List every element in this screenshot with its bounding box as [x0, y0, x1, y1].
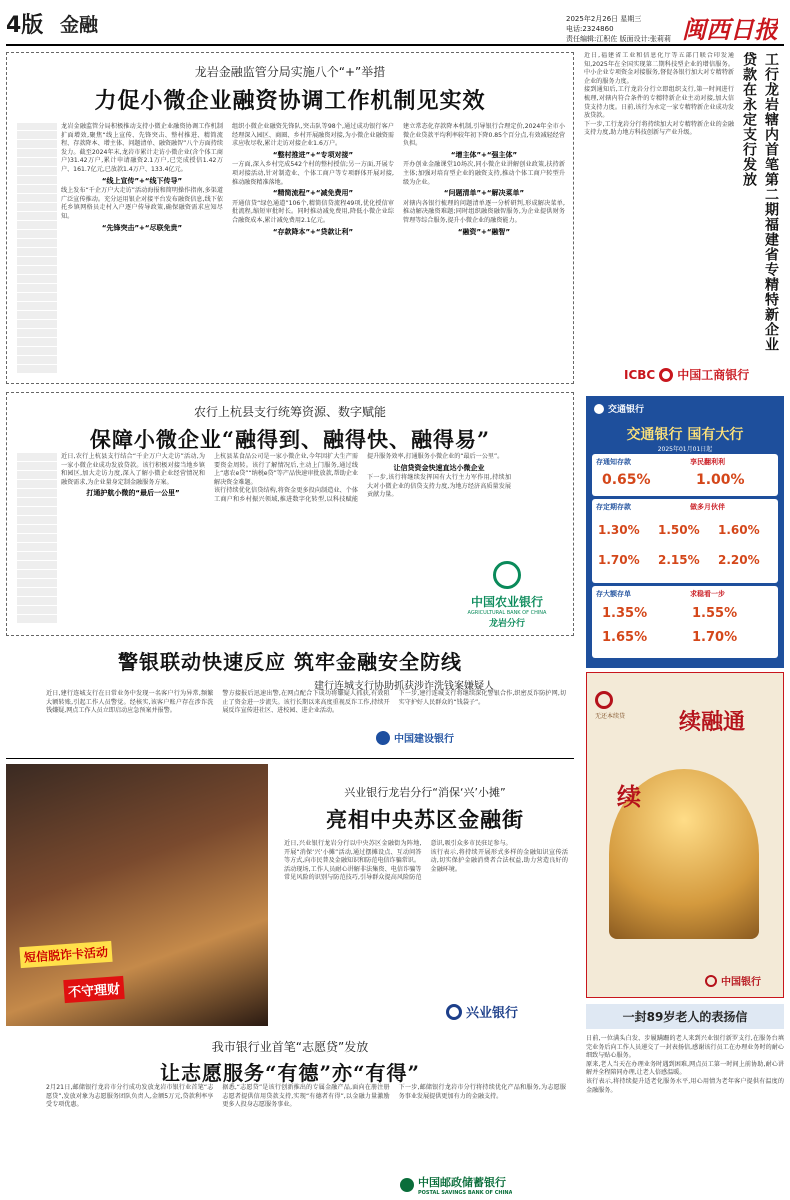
- article1-headline: 力促小微企业融资协调工作机制见实效: [94, 88, 486, 114]
- bocom-rate-value: 1.70%: [598, 553, 640, 567]
- bocom-panel-sub: 做多月伙伴: [690, 503, 725, 511]
- article1-subhead: “整村推进”+“专项对接”: [272, 150, 354, 159]
- icbc-logo-block: [624, 366, 749, 383]
- cib-logo-icon: [446, 1004, 462, 1020]
- bocom-panel-notice: [592, 454, 778, 496]
- bocom-rate-value: 1.35%: [602, 606, 648, 621]
- psbc-bank-name: 中国邮政储蓄银行: [418, 1176, 506, 1189]
- article1-paragraph: 开办创业金融课堂10场次,同小微企业讲解创业政策,扶持新主体;加强对培育型企业的融资支持,推动个体工商户转型升级为企业。: [403, 161, 565, 186]
- icbc-bank-name: 中国工商银行: [677, 368, 750, 382]
- boc-bank-name: 中国银行: [721, 977, 761, 988]
- psbc-logo-icon: [400, 1178, 414, 1192]
- article5-kicker: 我市银行业首笔“志愿贷”发放: [211, 1040, 369, 1054]
- article2-headline: 保障小微企业“融得到、融得快、融得易”: [89, 427, 491, 452]
- article2-subhead: 让信贷资金快速直达小微企业: [393, 463, 485, 472]
- bocom-rate-value: 1.70%: [692, 630, 738, 645]
- psbc-bank-english: POSTAL SAVINGS BANK OF CHINA: [418, 1190, 513, 1196]
- article2-paragraph: 近日,农行上杭县支行结合“千企万户大走访”活动,为一家小微企业成功发放贷款。该行积极对接当地乡镇和园区,加大走访力度,深入了解小微企业经营情况和融资需求,为企业量身定制金融服务方案。: [61, 453, 205, 486]
- boc-logo-mark: [705, 975, 717, 987]
- editor-line: 责任编辑:江积佐 版面设计:张莉莉: [566, 35, 671, 43]
- cib-logo-block: [446, 1002, 518, 1021]
- bocom-panel-sub: 求稳看一步: [690, 590, 725, 598]
- ccb-bank-name: 中国建设银行: [394, 734, 454, 745]
- icbc-paragraph: 近日,福建省工业和信息化厅等五部门联合印发通知,2025年在全国实现第二期科技型企业的增信服务。中小企业专项资金对接服务,督促各银行加大对专精特新企业的服务力度。: [584, 52, 734, 85]
- article-cib-finance-street: [6, 764, 574, 1028]
- icbc-paragraph: 下一步,工行龙岩分行将持续加大对专精特新企业的金融支持力度,助力地方科技创新与产业升级。: [584, 120, 734, 137]
- bocom-rate-value: 1.55%: [692, 606, 738, 621]
- bocom-slogan: 交通银行 国有大行: [626, 427, 744, 443]
- article1-left-column: [17, 123, 57, 373]
- boc-logo-block: [705, 973, 761, 988]
- bocom-rate-value: 0.65%: [602, 472, 651, 488]
- article4-paragraph: 该行表示,将持续开展形式多样的金融知识宣传活动,切实保护金融消费者合法权益,助力营造良好的金融环境。: [430, 848, 568, 873]
- article5-paragraph: 据悉,“志愿贷”是该行创新推出的专属金融产品,面向在册注册志愿者提供信用贷款支持,实现“有德者有得”,以金融力量激励更多人投身志愿服务事业。: [222, 1084, 390, 1109]
- article3-subline: 建行连城支行协助抓获涉诈洗钱案嫌疑人: [314, 681, 494, 692]
- article2-paragraph: 上杭县某食品公司是一家小微企业,今年因扩大生产需要资金周转。该行了解情况后,主动上门服务,通过线上“惠农e贷”“纳税e贷”等产品快速审批放款,帮助企业解决资金难题。: [214, 453, 358, 486]
- boc-renewal-ad: [586, 672, 784, 998]
- story-paragraph: 日前,一位满头白发、步履蹒跚的老人来到兴业银行新罗支行,在服务台填完业务后向工作人员递交了一封表扬信,感谢该行员工在办理业务时的耐心细致与贴心服务。: [586, 1035, 784, 1060]
- article2-paragraph: 该行持续优化信贷结构,将资金更多投向制造业、个体工商户和乡村振兴领域,推进数字化转型,以科技赋能提升服务效率,打通服务小微企业的“最后一公里”。: [214, 453, 504, 503]
- article1-paragraph: 建立常态化存款降本机制,引导银行合理定价,2024年全市小微企业贷款平均利率较年初下降0.85个百分点,有效减轻经营负担。: [403, 123, 565, 148]
- boc-ad-character: 续: [617, 782, 641, 811]
- article4-kicker: 兴业银行龙岩分行“消保‘兴’小摊”: [344, 786, 506, 799]
- psbc-logo-block: [400, 1174, 512, 1196]
- masthead-rule: [6, 44, 784, 46]
- article-smallbiz-coordination: [6, 52, 574, 384]
- article-icbc-yongding: [584, 52, 784, 392]
- article1-paragraph: 一方面,深入乡村完成542个村的整村授信;另一方面,开展专项对接活动,针对制造业、个体工商户等专项群体开展对接,推动融资精准落地。: [232, 161, 394, 186]
- article1-subhead: “存款降本”+“贷款让利”: [272, 227, 354, 236]
- article4-paragraph: 近日,兴业银行龙岩分行以中央苏区金融街为阵地,开展“消保‘兴’小摊”活动,通过摆摊设点、互动问答等方式,向市民普及金融知识和防范电信诈骗常识。: [284, 840, 422, 865]
- bocom-rate-value: 2.15%: [658, 553, 700, 567]
- article1-paragraph: 开通信贷“绿色通道”106个,精简信贷流程49项,优化授信审批流程,缩短审批时长。同时推动减免费用,降低小微企业综合融资成本,累计减免费用2.1亿元。: [232, 199, 394, 224]
- article3-headline: 警银联动快速反应 筑牢金融安全防线: [118, 650, 462, 674]
- bocom-panel-title: 存通知存款: [596, 458, 631, 466]
- article1-subhead: “融资”+“融智”: [457, 227, 511, 236]
- article4-headline: 亮相中央苏区金融街: [326, 807, 524, 832]
- bocom-panel-cd: [592, 586, 778, 658]
- article-abc-shanghang: [6, 392, 574, 636]
- bocom-rate-value: 1.60%: [718, 523, 760, 537]
- icbc-logo-text: ICBC: [624, 367, 656, 382]
- bocom-bank-name: 交通银行: [608, 405, 645, 415]
- bocom-panel-fixed: [592, 499, 778, 583]
- divider: [6, 758, 574, 759]
- article1-subhead: “先锋突击”+“尽联免贵”: [101, 223, 183, 232]
- article2-left-column: [17, 453, 57, 623]
- bocom-rate-value: 1.65%: [602, 630, 648, 645]
- page-number: 4版: [6, 13, 44, 38]
- event-photo: [6, 764, 268, 1026]
- article2-subhead: 打通护航小微的“最后一公里”: [86, 489, 180, 498]
- ccb-logo-block: [376, 730, 454, 745]
- bocom-period: 2025年01月01日起: [657, 446, 713, 453]
- article1-subhead: “线上宣传”+“线下传导”: [101, 176, 183, 185]
- abc-bank-name: 中国农业银行: [470, 595, 543, 609]
- article1-subhead: “问题清单”+“解决菜单”: [443, 189, 525, 198]
- section-title: 金融: [60, 14, 99, 36]
- boc-ad-sub: 无还本续贷: [595, 713, 626, 720]
- boc-logo-icon: [595, 691, 613, 709]
- bocom-logo: [594, 402, 644, 415]
- article1-paragraph: 龙岩金融监管分局积极推动支持小微企业融资协调工作机制扩面增效,聚焦“线上宣传、先锋突击、整村推进、精简流程、存款降本、增主体、问题清单、融资融智”八个方面持续发力。截至2024年末,龙岩市累计走访小微企业(含个体工商户)31.42万户,累计申请融资2.1万户,已完成授信1.42万户、161.7亿元,已放款1.4万户、133.4亿元。: [61, 123, 223, 173]
- bocom-panel-sub: 享民翻利利: [690, 458, 725, 466]
- article2-kicker: 农行上杭县支行统筹资源、数字赋能: [193, 405, 386, 419]
- article3-paragraph: 警方接报后迅速出警,在网点配合下成功将嫌疑人抓获,有效阻止了资金进一步流失。该行长期以来高度重视反诈工作,持续开展反诈宣传进社区、进校园、进企业活动。: [222, 690, 390, 715]
- story-headline: 一封89岁老人的表扬信: [586, 1004, 784, 1029]
- icbc-paragraph: 接到通知后,工行龙岩分行立即组织支行,第一时间进行梳理,对辖内符合条件的专精特新企业主动对接,加大信贷支持力度。日前,该行为永定一家专精特新企业成功发放贷款。: [584, 86, 734, 120]
- article1-subhead: “精简流程”+“减免费用”: [272, 189, 354, 198]
- article-thank-you-letter: [586, 1004, 784, 1196]
- phone-line: 电话:2324860: [566, 25, 614, 33]
- abc-bank-english: AGRICULTURAL BANK OF CHINA: [467, 610, 547, 616]
- icbc-vertical-headline: 工行龙岩辖内首笔第二期福建省专精特新企业贷款在永定支行发放: [741, 52, 779, 352]
- article3-paragraph: 下一步,建行连城支行将继续深化警银合作,织密反诈防护网,切实守护好人民群众的“钱袋子”。: [398, 690, 566, 706]
- article1-paragraph: 对辖内各银行梳理的问题清单逐一分析研判,形成解决菜单,推动解决融资难题;同时组织融资融智服务,为企业提供财务管理等综合服务,提升小微企业的融资能力。: [403, 199, 565, 224]
- bocom-logo-icon: [594, 404, 604, 414]
- abc-logo-block: [445, 561, 569, 631]
- event-sign: 短信脱诈卡活动: [19, 941, 112, 968]
- story-paragraph: 原来,老人当天在办理业务时遇到困难,网点员工第一时间上前协助,耐心讲解并全程陪同办理,让老人倍感温暖。: [586, 1060, 784, 1077]
- article-ccb-liancheng: [6, 646, 574, 754]
- cib-bank-name: 兴业银行: [466, 1006, 519, 1021]
- article5-headline: 让志愿服务“有德”亦“有得”: [159, 1061, 420, 1085]
- abc-logo-icon: [493, 561, 521, 589]
- bocom-rate-panels: [592, 454, 778, 662]
- article5-paragraph: 2月21日,邮储银行龙岩市分行成功发放龙岩市银行业首笔“志愿贷”,发放对象为志愿服务团队负责人,金额5万元,贷款利率享受专项优惠。: [46, 1084, 214, 1109]
- ccb-logo-icon: [376, 731, 390, 745]
- icbc-logo-icon: [659, 368, 673, 382]
- event-sign: 不守理财: [63, 976, 124, 1003]
- article2-paragraph: 下一步,该行将继续发挥国有大行主力军作用,持续加大对小微企业的信贷支持力度,为地方经济高质量发展贡献力量。: [367, 474, 511, 499]
- boc-brand: 续融通: [679, 709, 746, 735]
- article1-paragraph: 组织小微企业融资先锋队,突击队等98个,通过成功银行客户经理深入园区、商圈、乡村开展融资对接,为小微企业融资需求应收尽收,累计走访对接企业1.6万户。: [232, 123, 394, 148]
- newspaper-logo: 闽西日报: [682, 15, 778, 44]
- bocom-rate-value: 1.30%: [598, 523, 640, 537]
- article3-paragraph: 近日,建行连城支行在日常业务中发现一名客户行为异常,频繁大额转账,引起工作人员警觉。经核实,该客户账户存在涉诈洗钱嫌疑,网点工作人员立即启动应急预案并报警。: [46, 690, 214, 715]
- story-paragraph: 该行表示,将持续提升适老化服务水平,用心用情为老年客户提供有温度的金融服务。: [586, 1077, 784, 1094]
- article1-paragraph: 线上发布“千企万户大走访”活动海报和简明操作指南,多渠道广泛宣传推动。充分运用银企对接平台发布融资信息,线下依托乡镇网格员走村入户逐户传导政策,确保融资需求应知尽知。: [61, 187, 223, 220]
- bocom-rate-value: 1.50%: [658, 523, 700, 537]
- article4-paragraph: 活动现场,工作人员耐心讲解非法集资、电信诈骗等常见风险的识别与防范技巧,引导群众提高风险防范意识,吸引众多市民驻足参与。: [284, 840, 512, 882]
- article-psbc-volunteer-loan: [6, 1032, 574, 1196]
- bocom-rate-value: 2.20%: [718, 553, 760, 567]
- article1-kicker: 龙岩金融监管分局实施八个“+”举措: [194, 65, 386, 79]
- bocom-panel-title: 存定期存款: [596, 503, 631, 511]
- article1-subhead: “增主体”+“强主体”: [450, 150, 518, 159]
- bocom-rate-ad: [586, 396, 784, 668]
- bocom-panel-title: 存大额存单: [596, 590, 631, 598]
- issue-date: 2025年2月26日 星期三: [566, 15, 642, 23]
- article5-paragraph: 下一步,邮储银行龙岩市分行将持续优化产品和服务,为志愿服务事业发展提供更加有力的金融支持。: [398, 1084, 566, 1100]
- abc-branch-name: 龙岩分行: [488, 619, 525, 629]
- bocom-rate-value: 1.00%: [696, 472, 745, 488]
